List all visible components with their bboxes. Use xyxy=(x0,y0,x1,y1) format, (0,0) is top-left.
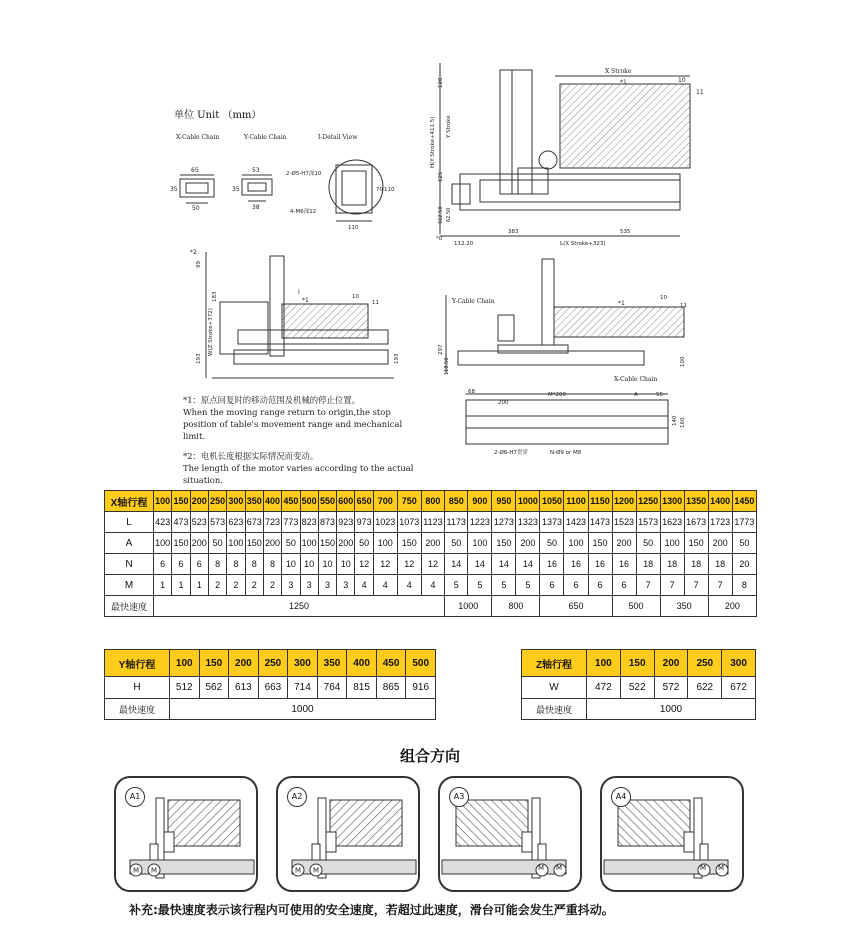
x-value-cell: 1 xyxy=(154,575,172,596)
x-value-cell: 50 xyxy=(355,533,373,554)
front-dim-10: 10 xyxy=(678,77,686,84)
x-value-cell: 1 xyxy=(190,575,208,596)
z-stroke-cell: 100 xyxy=(587,650,621,677)
x-stroke-cell: 550 xyxy=(318,491,336,512)
y-stroke-cell: 150 xyxy=(199,650,229,677)
x-chain-dim-65: 65 xyxy=(191,167,199,174)
x-value-cell: 16 xyxy=(540,554,564,575)
x-value-cell: 5 xyxy=(516,575,540,596)
x-value-cell: 1523 xyxy=(612,512,636,533)
motor-symbol: M xyxy=(294,866,302,875)
x-value-cell: 8 xyxy=(208,554,226,575)
combo-label: A1 xyxy=(125,787,145,807)
x-value-cell: 773 xyxy=(282,512,300,533)
x-value-cell: 100 xyxy=(564,533,588,554)
z-value-cell: 472 xyxy=(587,677,621,699)
cable-chain-drawings xyxy=(160,125,395,245)
x-speed-cell: 500 xyxy=(612,596,660,617)
x-value-cell: 4 xyxy=(421,575,444,596)
y-value-cell: 865 xyxy=(376,677,406,699)
base-hole-screw: N-Ø9 or M8 xyxy=(550,450,582,456)
x-row-label: M xyxy=(105,575,154,596)
y-speed-row xyxy=(105,699,436,720)
base-dim-m200: M*200 xyxy=(548,392,566,398)
x-header-row xyxy=(105,491,757,512)
x-value-cell: 200 xyxy=(421,533,444,554)
y-stroke-cell: 200 xyxy=(229,650,259,677)
x-value-cell: 200 xyxy=(516,533,540,554)
x-stroke-cell: 1350 xyxy=(684,491,708,512)
front-dim-112: 112.20 xyxy=(454,241,474,247)
side-w-dim: W(Z Stroke+372) xyxy=(208,308,214,356)
side-dim-99: 99 xyxy=(196,261,202,268)
x-value-cell: 14 xyxy=(492,554,516,575)
side-star1: *1 xyxy=(302,297,309,304)
y-cable-chain-title: Y-Cable Chain xyxy=(244,134,287,141)
front-dim-62: 62.50 xyxy=(446,207,452,222)
x-value-cell: 5 xyxy=(468,575,492,596)
x-value-cell: 1073 xyxy=(397,512,421,533)
z-axis-table xyxy=(521,649,756,720)
z-value-cell: 522 xyxy=(620,677,654,699)
z-value-cell: 572 xyxy=(654,677,688,699)
combo-label: A2 xyxy=(287,787,307,807)
x-stroke-cell: 750 xyxy=(397,491,421,512)
y-value-cell: 764 xyxy=(317,677,347,699)
z-header-row xyxy=(522,650,756,677)
x-value-cell: 6 xyxy=(588,575,612,596)
x-speed-cell: 800 xyxy=(492,596,540,617)
x-value-cell: 423 xyxy=(154,512,172,533)
y-stroke-cell: 300 xyxy=(288,650,318,677)
z-stroke-cell: 250 xyxy=(688,650,722,677)
y-stroke-cell: 400 xyxy=(347,650,377,677)
x-value-cell: 673 xyxy=(245,512,263,533)
x-value-cell: 7 xyxy=(636,575,660,596)
x-value-cell: 3 xyxy=(337,575,355,596)
front-star0: *0 xyxy=(436,236,443,242)
x-speed-cell: 200 xyxy=(708,596,756,617)
y-stroke-cell: 500 xyxy=(406,650,436,677)
x-value-cell: 100 xyxy=(660,533,684,554)
x-value-cell: 473 xyxy=(172,512,190,533)
z-value-cell: 672 xyxy=(722,677,756,699)
x-value-cell: 16 xyxy=(564,554,588,575)
x-value-cell: 18 xyxy=(684,554,708,575)
x-stroke-cell: 1250 xyxy=(636,491,660,512)
front-dim-120: 120 xyxy=(438,77,444,88)
right-dim-297: 297 xyxy=(438,344,444,355)
combo-card-a2 xyxy=(276,776,420,892)
front-view-drawing xyxy=(420,58,720,253)
x-value-cell: 100 xyxy=(154,533,172,554)
right-view-drawing xyxy=(438,255,688,385)
x-value-cell: 973 xyxy=(355,512,373,533)
y-value-cell: 663 xyxy=(258,677,288,699)
x-value-cell: 50 xyxy=(445,533,468,554)
z-header-label: Z轴行程 xyxy=(522,650,587,677)
combo-label: A3 xyxy=(449,787,469,807)
x-stroke-cell: 600 xyxy=(337,491,355,512)
y-value-cell: 714 xyxy=(288,677,318,699)
motor-symbol: M xyxy=(718,864,725,872)
y-value-cell: 613 xyxy=(229,677,259,699)
x-value-cell: 723 xyxy=(263,512,281,533)
note1-en-2: position of table's movement range and mechanical xyxy=(183,419,403,429)
x-value-cell: 16 xyxy=(588,554,612,575)
x-stroke-cell: 800 xyxy=(421,491,444,512)
x-row-label: A xyxy=(105,533,154,554)
x-value-cell: 150 xyxy=(172,533,190,554)
x-value-cell: 6 xyxy=(612,575,636,596)
side-dim-193-b: 193 xyxy=(394,353,400,364)
note2-en: The length of the motor varies according to the actual situation. xyxy=(183,463,414,485)
motor-symbol: M xyxy=(132,866,140,875)
x-value-cell: 4 xyxy=(397,575,421,596)
front-y-stroke: Y Stroke xyxy=(446,115,452,138)
x-value-cell: 1173 xyxy=(445,512,468,533)
x-value-cell: 1573 xyxy=(636,512,660,533)
y-value-row xyxy=(105,677,436,699)
y-chain-dim-53: 53 xyxy=(252,167,260,174)
side-dim-183: 183 xyxy=(212,291,218,302)
x-axis-table xyxy=(104,490,757,617)
base-dim-200: 200 xyxy=(498,400,509,406)
x-value-cell: 200 xyxy=(190,533,208,554)
x-value-cell: 12 xyxy=(355,554,373,575)
x-stroke-cell: 1200 xyxy=(612,491,636,512)
x-value-cell: 7 xyxy=(660,575,684,596)
x-stroke-cell: 150 xyxy=(172,491,190,512)
x-value-cell: 6 xyxy=(540,575,564,596)
x-row-label: L xyxy=(105,512,154,533)
x-value-cell: 5 xyxy=(492,575,516,596)
x-value-cell: 7 xyxy=(708,575,732,596)
x-row-label: N xyxy=(105,554,154,575)
base-plate-drawing xyxy=(458,386,688,462)
x-chain-dim-35: 35 xyxy=(170,186,178,193)
z-stroke-cell: 300 xyxy=(722,650,756,677)
note2-cn: *2：电机长度根据实际情况而变动。 xyxy=(183,451,319,461)
x-chain-dim-50: 50 xyxy=(192,205,200,212)
x-value-cell: 16 xyxy=(612,554,636,575)
base-dim-160: 160 xyxy=(680,417,686,428)
x-value-cell: 623 xyxy=(227,512,245,533)
x-value-cell: 14 xyxy=(445,554,468,575)
front-dim-383: 383 xyxy=(508,229,519,235)
x-stroke-cell: 1150 xyxy=(588,491,612,512)
x-value-cell: 1023 xyxy=(373,512,397,533)
x-value-cell: 20 xyxy=(732,554,756,575)
front-dim-11: 11 xyxy=(696,89,704,96)
right-dim-10: 10 xyxy=(660,295,667,301)
x-value-cell: 18 xyxy=(636,554,660,575)
x-value-cell: 2 xyxy=(263,575,281,596)
front-dim-125: 125 xyxy=(438,171,444,182)
x-value-cell: 150 xyxy=(492,533,516,554)
x-value-cell: 100 xyxy=(227,533,245,554)
x-stroke-cell: 300 xyxy=(227,491,245,512)
z-row-label: W xyxy=(522,677,587,699)
z-speed-label: 最快速度 xyxy=(522,699,587,720)
side-I: I xyxy=(298,289,300,296)
x-value-cell: 1473 xyxy=(588,512,612,533)
y-speed-label: 最快速度 xyxy=(105,699,170,720)
x-value-cell: 523 xyxy=(190,512,208,533)
x-value-cell: 6 xyxy=(564,575,588,596)
x-value-cell: 1673 xyxy=(684,512,708,533)
x-value-cell: 4 xyxy=(355,575,373,596)
motor-symbol: M xyxy=(700,864,707,872)
front-l-dim: L(X Stroke+323) xyxy=(560,241,606,247)
x-value-cell: 5 xyxy=(445,575,468,596)
x-value-cell: 10 xyxy=(318,554,336,575)
x-value-cell: 923 xyxy=(337,512,355,533)
x-value-cell: 100 xyxy=(373,533,397,554)
z-value-row xyxy=(522,677,756,699)
x-value-cell: 100 xyxy=(300,533,318,554)
x-value-cell: 1 xyxy=(172,575,190,596)
x-value-cell: 1273 xyxy=(492,512,516,533)
x-value-cell: 1623 xyxy=(660,512,684,533)
x-value-cell: 12 xyxy=(397,554,421,575)
x-value-cell: 200 xyxy=(708,533,732,554)
x-value-cell: 6 xyxy=(172,554,190,575)
x-value-cell: 6 xyxy=(154,554,172,575)
x-value-cell: 50 xyxy=(636,533,660,554)
x-value-cell: 7 xyxy=(684,575,708,596)
x-stroke-cell: 900 xyxy=(468,491,492,512)
side-dim-193-a: 193 xyxy=(196,353,202,364)
z-speed-cell: 1000 xyxy=(587,699,756,720)
x-value-cell: 873 xyxy=(318,512,336,533)
x-value-cell: 150 xyxy=(318,533,336,554)
x-speed-cell: 1000 xyxy=(445,596,492,617)
y-chain-dim-38: 38 xyxy=(252,204,260,211)
x-value-cell: 10 xyxy=(282,554,300,575)
y-value-cell: 916 xyxy=(406,677,436,699)
x-value-cell: 3 xyxy=(282,575,300,596)
right-star1: *1 xyxy=(618,300,625,307)
motor-symbol: M xyxy=(312,866,320,875)
motor-symbol: M xyxy=(150,866,158,875)
x-stroke-cell: 500 xyxy=(300,491,318,512)
x-stroke-cell: 1450 xyxy=(732,491,756,512)
x-value-cell: 823 xyxy=(300,512,318,533)
x-stroke-cell: 250 xyxy=(208,491,226,512)
x-speed-label: 最快速度 xyxy=(105,596,154,617)
detail-dim-70: 70 xyxy=(376,187,383,193)
base-dim-55: 55 xyxy=(656,392,663,398)
x-value-cell: 150 xyxy=(397,533,421,554)
combo-card-a4 xyxy=(600,776,744,892)
z-speed-row xyxy=(522,699,756,720)
x-speed-cell: 650 xyxy=(540,596,612,617)
x-value-cell: 2 xyxy=(208,575,226,596)
x-row-l xyxy=(105,512,757,533)
side-dim-11: 11 xyxy=(372,300,379,306)
x-value-cell: 1323 xyxy=(516,512,540,533)
x-stroke-cell: 1400 xyxy=(708,491,732,512)
right-dim-11: 11 xyxy=(680,303,687,309)
detail-dim-110-h: 110 xyxy=(348,225,359,231)
x-stroke-label: X Stroke xyxy=(605,68,632,75)
y-stroke-cell: 350 xyxy=(317,650,347,677)
front-dim-535: 535 xyxy=(620,229,631,235)
y-row-label: H xyxy=(105,677,170,699)
y-speed-cell: 1000 xyxy=(170,699,436,720)
footer-note: 补充:最快速度表示该行程内可使用的安全速度，若超过此速度，滑台可能会发生严重抖动。 xyxy=(129,903,614,917)
x-value-cell: 200 xyxy=(612,533,636,554)
z-value-cell: 622 xyxy=(688,677,722,699)
x-value-cell: 100 xyxy=(468,533,492,554)
motor-symbol: M xyxy=(556,864,563,872)
side-dim-10: 10 xyxy=(352,294,359,300)
x-stroke-cell: 400 xyxy=(263,491,281,512)
unit-label: 单位 Unit （mm） xyxy=(174,110,262,121)
combo-title: 组合方向 xyxy=(399,747,460,765)
x-value-cell: 3 xyxy=(300,575,318,596)
front-dim-162: 162.50 xyxy=(438,206,444,224)
x-value-cell: 6 xyxy=(190,554,208,575)
x-value-cell: 1773 xyxy=(732,512,756,533)
x-stroke-cell: 1050 xyxy=(540,491,564,512)
x-value-cell: 4 xyxy=(373,575,397,596)
y-value-cell: 562 xyxy=(199,677,229,699)
front-h-dim: H(Y Stroke+411.5) xyxy=(430,116,436,168)
x-stroke-cell: 950 xyxy=(492,491,516,512)
detail-dim-tap: 4-M6深12 xyxy=(290,209,317,215)
y-value-cell: 512 xyxy=(170,677,200,699)
x-value-cell: 1423 xyxy=(564,512,588,533)
x-value-cell: 1373 xyxy=(540,512,564,533)
x-value-cell: 50 xyxy=(208,533,226,554)
x-speed-cell: 1250 xyxy=(154,596,445,617)
x-value-cell: 200 xyxy=(263,533,281,554)
x-cable-chain-title: X-Cable Chain xyxy=(176,134,220,141)
x-speed-row xyxy=(105,596,757,617)
detail-view-title: I-Detail View xyxy=(318,134,358,141)
base-hole-pin: 2-Ø6-H7贯穿 xyxy=(494,450,528,456)
x-value-cell: 2 xyxy=(245,575,263,596)
motor-symbol: M xyxy=(538,864,545,872)
y-stroke-cell: 250 xyxy=(258,650,288,677)
y-axis-table xyxy=(104,649,436,720)
note1-en-1: When the moving range return to origin,the stop xyxy=(183,407,391,417)
x-value-cell: 14 xyxy=(516,554,540,575)
x-value-cell: 2 xyxy=(227,575,245,596)
x-value-cell: 3 xyxy=(318,575,336,596)
x-value-cell: 150 xyxy=(684,533,708,554)
right-dim-100: 100 xyxy=(680,356,686,367)
x-stroke-cell: 100 xyxy=(154,491,172,512)
x-speed-cell: 350 xyxy=(660,596,708,617)
notes xyxy=(183,394,443,486)
combo-label: A4 xyxy=(611,787,631,807)
x-value-cell: 8 xyxy=(227,554,245,575)
x-value-cell: 50 xyxy=(540,533,564,554)
x-value-cell: 200 xyxy=(337,533,355,554)
x-stroke-cell: 200 xyxy=(190,491,208,512)
combo-card-a3 xyxy=(438,776,582,892)
x-stroke-cell: 450 xyxy=(282,491,300,512)
y-stroke-cell: 450 xyxy=(376,650,406,677)
x-value-cell: 1123 xyxy=(421,512,444,533)
y-header-row xyxy=(105,650,436,677)
x-stroke-cell: 350 xyxy=(245,491,263,512)
x-value-cell: 18 xyxy=(660,554,684,575)
y-header-label: Y轴行程 xyxy=(105,650,170,677)
x-value-cell: 150 xyxy=(245,533,263,554)
x-value-cell: 14 xyxy=(468,554,492,575)
side-star2: *2 xyxy=(190,249,197,256)
x-stroke-cell: 1300 xyxy=(660,491,684,512)
x-stroke-cell: 850 xyxy=(445,491,468,512)
detail-dim-hole: 2-Ø5-H7深10 xyxy=(286,171,322,177)
x-value-cell: 1223 xyxy=(468,512,492,533)
right-dim-118: 118.50 xyxy=(444,357,450,375)
x-row-m xyxy=(105,575,757,596)
x-value-cell: 1723 xyxy=(708,512,732,533)
base-dim-140: 140 xyxy=(672,415,678,426)
side-view-drawing xyxy=(186,246,408,386)
y-value-cell: 815 xyxy=(347,677,377,699)
x-value-cell: 8 xyxy=(732,575,756,596)
x-stroke-cell: 700 xyxy=(373,491,397,512)
combo-card-a1 xyxy=(114,776,258,892)
x-row-a xyxy=(105,533,757,554)
y-chain-dim-35: 35 xyxy=(232,186,240,193)
y-stroke-cell: 100 xyxy=(170,650,200,677)
z-stroke-cell: 150 xyxy=(620,650,654,677)
base-dim-68: 68 xyxy=(468,389,475,395)
x-value-cell: 12 xyxy=(373,554,397,575)
note1-cn: *1：原点回复时的移动范围及机械的停止位置。 xyxy=(183,395,361,405)
z-stroke-cell: 200 xyxy=(654,650,688,677)
x-value-cell: 50 xyxy=(282,533,300,554)
x-stroke-cell: 1100 xyxy=(564,491,588,512)
x-value-cell: 12 xyxy=(421,554,444,575)
x-stroke-cell: 650 xyxy=(355,491,373,512)
x-value-cell: 8 xyxy=(245,554,263,575)
x-stroke-cell: 1000 xyxy=(516,491,540,512)
right-y-chain: Y-Cable Chain xyxy=(452,298,495,305)
x-value-cell: 10 xyxy=(337,554,355,575)
x-value-cell: 573 xyxy=(208,512,226,533)
x-value-cell: 150 xyxy=(588,533,612,554)
x-value-cell: 10 xyxy=(300,554,318,575)
note1-en-3: limit. xyxy=(183,431,206,441)
x-value-cell: 8 xyxy=(263,554,281,575)
x-value-cell: 50 xyxy=(732,533,756,554)
front-star1: *1 xyxy=(620,79,627,86)
x-value-cell: 18 xyxy=(708,554,732,575)
detail-dim-110-v: 110 xyxy=(384,187,395,193)
right-x-chain: X-Cable Chain xyxy=(614,376,658,383)
base-dim-a: A xyxy=(634,392,638,398)
x-header-label: X轴行程 xyxy=(105,491,154,512)
x-row-n xyxy=(105,554,757,575)
